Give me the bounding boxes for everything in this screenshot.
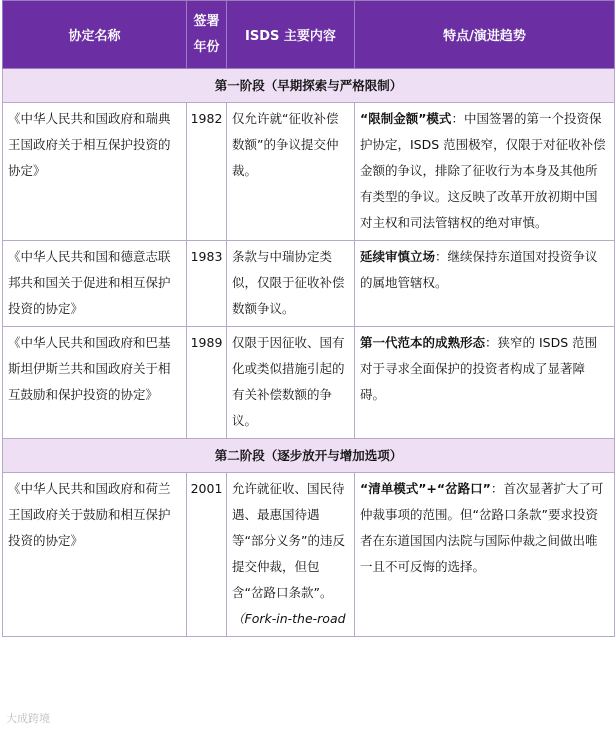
watermark-text: 大成跨境	[6, 712, 50, 725]
treaty-name: 《中华人民共和国政府和瑞典王国政府关于相互保护投资的协定》	[3, 103, 187, 241]
treaty-year: 2001	[187, 473, 227, 637]
trend-highlight: “限制金额”模式	[360, 111, 452, 126]
table-row	[3, 473, 615, 637]
header-year-line2: 年份	[193, 39, 220, 55]
trend-text: ：首次显著扩大了可仲裁事项的范围。但“岔路口条款”要求投资者在东道国国内法院与国际仲裁之间做出唯一且不可反悔的选择。	[360, 481, 604, 574]
trend-text: ：狭窄的 ISDS 范围对于寻求全面保护的投资者构成了显著障碍。	[360, 335, 598, 402]
stage-title: 第二阶段（逐步放开与增加选项）	[3, 439, 615, 473]
trend-highlight: 延续审慎立场	[360, 249, 436, 264]
trend-highlight: “清单模式”+“岔路口”	[360, 481, 491, 496]
table-row	[3, 241, 615, 327]
treaty-year: 1982	[187, 103, 227, 241]
isds-content: 仅允许就“征收补偿数额”的争议提交仲裁。	[227, 103, 355, 241]
trend-cell	[355, 473, 615, 637]
table-row	[3, 103, 615, 241]
trend-cell	[355, 103, 615, 241]
isds-content: 条款与中瑞协定类似，仅限于征收补偿数额争议。	[227, 241, 355, 327]
isds-english-term: （Fork-in-the-road	[232, 611, 346, 626]
watermark-logo	[6, 710, 50, 726]
isds-content	[227, 473, 355, 637]
trend-text: ：继续保持东道国对投资争议的属地管辖权。	[360, 249, 598, 290]
stage-row	[3, 69, 615, 103]
treaty-year: 1989	[187, 327, 227, 439]
isds-treaty-table	[2, 0, 615, 637]
trend-highlight: 第一代范本的成熟形态	[360, 335, 486, 350]
header-row	[3, 1, 615, 69]
stage-title: 第一阶段（早期探索与严格限制）	[3, 69, 615, 103]
isds-text: 允许就征收、国民待遇、最惠国待遇等“部分义务”的违反提交仲裁，但包含“岔路口条款”。	[232, 481, 345, 600]
isds-content: 仅限于因征收、国有化或类似措施引起的有关补偿数额的争议。	[227, 327, 355, 439]
header-isds: ISDS 主要内容	[227, 1, 355, 69]
trend-cell	[355, 327, 615, 439]
header-name: 协定名称	[3, 1, 187, 69]
header-trend: 特点/演进趋势	[355, 1, 615, 69]
trend-text: ：中国签署的第一个投资保护协定，ISDS 范围极窄，仅限于对征收补偿金额的争议，排除了征收行为本身及其他所有类型的争议。这反映了改革开放初期中国对主权和司法管辖权的绝对审慎。	[360, 111, 606, 230]
header-year	[187, 1, 227, 69]
trend-cell	[355, 241, 615, 327]
stage-row	[3, 439, 615, 473]
table-row	[3, 327, 615, 439]
treaty-name: 《中华人民共和国和德意志联邦共和国关于促进和相互保护投资的协定》	[3, 241, 187, 327]
treaty-year: 1983	[187, 241, 227, 327]
treaty-name: 《中华人民共和国政府和巴基斯坦伊斯兰共和国政府关于相互鼓励和保护投资的协定》	[3, 327, 187, 439]
treaty-name: 《中华人民共和国政府和荷兰王国政府关于鼓励和相互保护投资的协定》	[3, 473, 187, 637]
header-year-line1: 签署	[193, 13, 220, 29]
